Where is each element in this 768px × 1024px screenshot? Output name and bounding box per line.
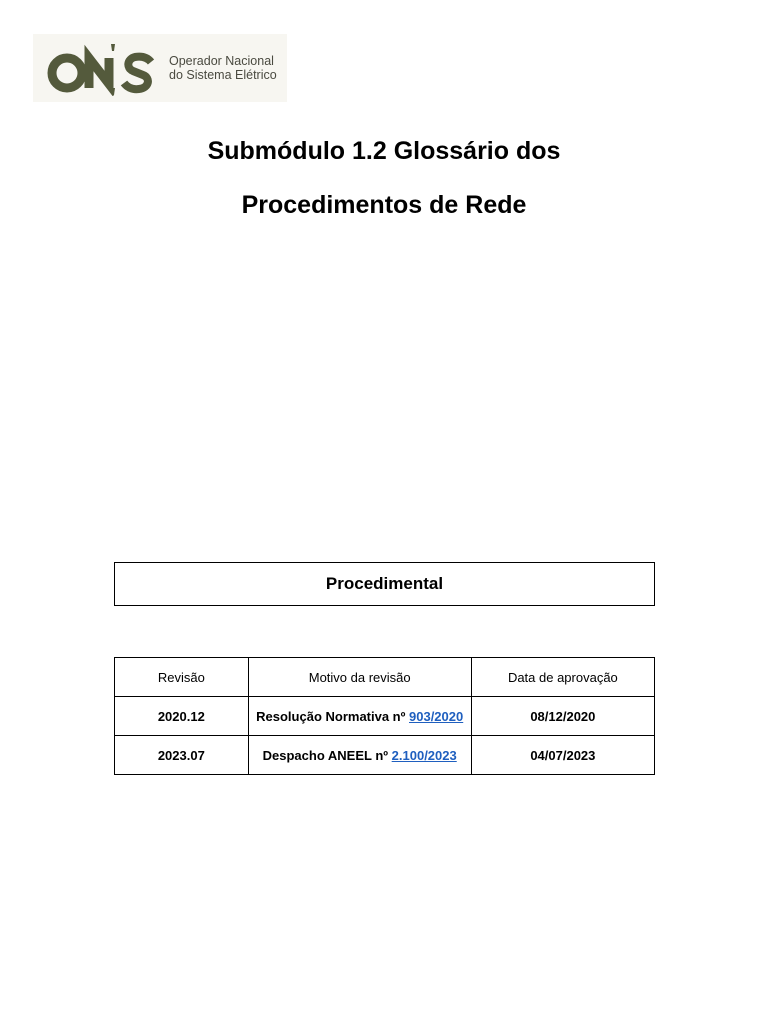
motivo-text: Despacho ANEEL nº bbox=[262, 747, 389, 763]
document-title bbox=[0, 124, 768, 232]
logo-line-1: Operador Nacional bbox=[169, 54, 274, 68]
table-row bbox=[115, 697, 655, 736]
category-box bbox=[114, 562, 655, 606]
cell-revisao: 2023.07 bbox=[115, 736, 249, 775]
cell-motivo bbox=[248, 697, 471, 736]
category-label: Procedimental bbox=[325, 574, 444, 593]
cell-data: 08/12/2020 bbox=[471, 697, 654, 736]
header-data: Data de aprovação bbox=[471, 658, 654, 697]
title-line-2: Procedimentos de Rede bbox=[241, 191, 527, 219]
ons-logo bbox=[33, 34, 287, 102]
cell-revisao: 2020.12 bbox=[115, 697, 249, 736]
header-revisao: Revisão bbox=[115, 658, 249, 697]
cell-data: 04/07/2023 bbox=[471, 736, 654, 775]
revision-table bbox=[114, 657, 655, 775]
table-header-row bbox=[115, 658, 655, 697]
title-line-1: Submódulo 1.2 Glossário dos bbox=[207, 137, 561, 165]
cell-motivo bbox=[248, 736, 471, 775]
despacho-link[interactable]: 2.100/2023 bbox=[391, 747, 457, 763]
ons-logo-wordmark bbox=[169, 54, 277, 82]
table-row bbox=[115, 736, 655, 775]
resolucao-link[interactable]: 903/2020 bbox=[409, 708, 464, 724]
logo-line-2: do Sistema Elétrico bbox=[169, 68, 277, 82]
header-motivo: Motivo da revisão bbox=[248, 658, 471, 697]
motivo-text: Resolução Normativa nº bbox=[256, 708, 406, 724]
ons-logo-mark bbox=[47, 40, 159, 96]
